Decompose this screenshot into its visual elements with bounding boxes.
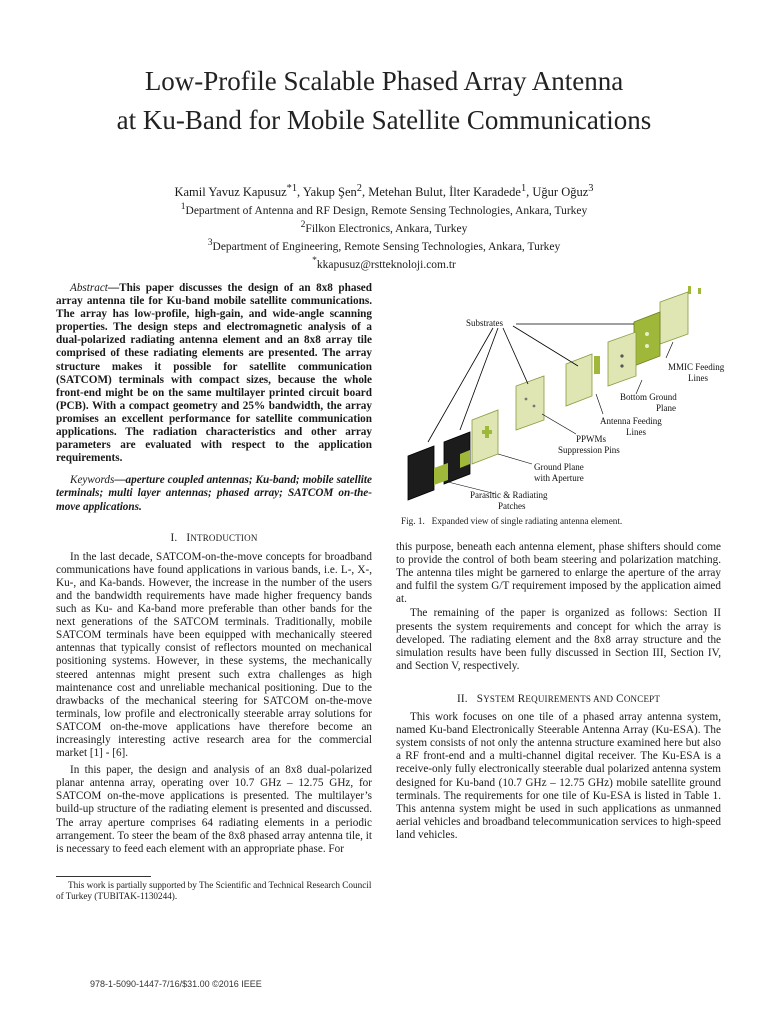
affiliation-2-text: Filkon Electronics, Ankara, Turkey	[305, 222, 468, 235]
affiliation-3	[0, 236, 768, 254]
label-ppwm-1: PPWMs	[576, 434, 607, 444]
email-text: kkapusuz@rstteknoloji.com.tr	[316, 258, 456, 271]
label-mmic-2: Lines	[688, 373, 708, 383]
label-gp-2: with Aperture	[534, 473, 584, 483]
via-hole	[645, 344, 649, 348]
author-5: Uğur Oğuz	[532, 185, 589, 200]
layer-feeding-lines	[566, 354, 592, 406]
section-2-c-rest: ONCEPT	[623, 693, 661, 704]
section-1-title-rest: NTRODUCTION	[190, 532, 258, 543]
section-1-title-first: I	[186, 531, 191, 544]
section-1-para-2: In this paper, the design and analysis of an 8x8 dual-polarized planar antenna array, operating over 10.7 GHz – 12.75 GHz, for SATCOM on-the-move applications is presented. The multilayer’s build-up structure of the radiating element is presented and discussed. The array aperture comprises 64 radiating elements in a periodic arrangement. To steer the beam of the 8x8 phased array antenna tile, it is necessary to feed each element with an appropriate phase. For	[56, 764, 372, 855]
title-line-1: Low-Profile Scalable Phased Array Antenna	[144, 66, 624, 96]
section-1-para-organization: The remaining of the paper is organized as follows: Section II presents the system requirements and concept for which the array is developed. The radiating element and the 8x8 array structure and the simulation results have been fully discussed in Section III, Section IV, and Section V, respectively.	[396, 607, 721, 672]
affiliation-3-text: Department of Engineering, Remote Sensing Technologies, Ankara, Turkey	[212, 240, 561, 253]
arrow-line	[513, 326, 578, 366]
abstract	[56, 282, 372, 465]
author-list: Kamil Yavuz Kapusuz$^{*1}$, Yakup Şen$^2$, Metehan Bulut, İlter Karadede$^1$, Uğur Oğuz$^3$	[174, 183, 594, 200]
keywords-text: aperture coupled antennas; Ku-band; mobile satellite terminals; multi layer antennas; phased array; SATCOM on-the-move applications.	[56, 474, 372, 513]
author-1: Kamil Yavuz Kapusuz	[174, 185, 287, 200]
callout-line	[542, 414, 576, 434]
section-2-s-rest: YSTEM	[483, 693, 515, 704]
author-4: İlter Karadede	[449, 185, 521, 200]
abstract-dash: —	[107, 282, 120, 294]
layer-bottom-ground	[634, 312, 660, 366]
label-afl-2: Lines	[626, 427, 646, 437]
affiliation-2-sup: 2	[300, 219, 306, 231]
section-2-c-first: C	[616, 692, 624, 705]
section-2-r-rest: EQUIREMENTS AND	[525, 693, 614, 704]
label-bottom-2: Plane	[656, 403, 676, 413]
callout-line	[666, 342, 673, 358]
author-4-sup: 1	[520, 183, 527, 194]
layer-substrate-black-2	[408, 446, 434, 500]
figure-caption-text: Expanded view of single radiating antenna element.	[431, 516, 623, 526]
pin	[533, 405, 536, 408]
label-afl-1: Antenna Feeding	[600, 416, 662, 426]
author-2: Yakup Şen	[302, 185, 357, 200]
figure-caption	[401, 516, 731, 526]
section-2-r-first: R	[517, 692, 526, 705]
section-1-heading	[56, 532, 372, 545]
callout-line	[596, 394, 603, 414]
callout-line	[498, 454, 532, 464]
layer-mmic	[660, 292, 688, 344]
via-hole	[620, 354, 623, 357]
footnote	[56, 880, 376, 902]
left-column	[56, 282, 372, 856]
top-pin-piece	[688, 286, 691, 294]
author-5-sup: 3	[588, 183, 594, 194]
abstract-text: This paper discusses the design of an 8x8 phased array antenna tile for Ku-band mobile satellite communications. The array has low-profile, high-gain, and wide-angle scanning properties. The design steps and electromagnetic analysis of a dual-polarized radiating antenna element and an 8x8 array tile comprised of these radiating elements are presented. The array structure makes it possible for satellite communication (SATCOM) terminals with compact sizes, because the whole front-end might be on the same multilayer printed circuit board (PCB). With a compact geometry and 25% bandwidth, the array promises an excellent performance for satellite communication applications. The radiation characteristics and other array parameters are evaluated with respect to the application requirements.	[56, 282, 372, 465]
section-2-heading	[396, 693, 721, 706]
affiliation-1-sup: 1	[180, 201, 186, 212]
section-1-para-1: In the last decade, SATCOM-on-the-move concepts for broadband communications have found applications in various bands, i.e. L-, X-, Ku-, and Ka-bands. However, the increase in the number of the users and the bandwidth requirements have made higher frequency bands such as Ku- and Ka-band more preferable than other bands for the next generations of the SATCOM terminals. Traditionally, mobile SATCOM terminals have been equipped with mechanically steered antennas that typically consist of reflectors mounted on mechanical positioning systems. However, in these systems, the mechanically steered antennas might present such extra challenges as high maintenance cost and unreliable mechanical positioning. Due to the drawbacks of the mechanical steering for SATCOM on-the-move terminals, low profile and electronically steerable array solutions for SATCOM on-the-move applications have therefore become an increasingly interesting active research area for the commercial market [1] - [6].	[56, 550, 372, 760]
right-column	[396, 541, 721, 842]
keywords-label: Keywords	[70, 474, 115, 487]
paper-title	[0, 62, 768, 140]
affiliation-3-sup: 3	[207, 237, 213, 249]
label-bottom-1: Bottom Ground	[620, 392, 677, 402]
isbn-footer: 978-1-5090-1447-7/16/$31.00 ©2016 IEEE	[90, 979, 262, 989]
footnote-text: This work is partially supported by The Scientific and Technical Research Council of Turkey (TUBITAK-1130244).	[56, 880, 372, 901]
email-sup: *	[312, 255, 317, 267]
via-hole	[645, 332, 649, 336]
pin	[525, 398, 528, 401]
author-2-sup: 2	[356, 183, 362, 194]
label-substrates: Substrates	[466, 318, 503, 328]
author-1-sup: *1	[286, 183, 298, 194]
label-mmic-1: MMIC Feeding	[668, 362, 725, 372]
layer-ppwm	[516, 376, 544, 430]
title-line-2: at Ku-Band for Mobile Satellite Communications	[116, 105, 652, 135]
label-gp-1: Ground Plane	[534, 462, 584, 472]
abstract-label: Abstract	[70, 282, 108, 294]
section-1-number: I.	[170, 531, 178, 544]
layer-substrate-3	[608, 332, 636, 386]
top-pin-piece-2	[698, 288, 701, 294]
section-1-para-cont: this purpose, beneath each antenna element, phase shifters should come to provide the control of both beam steering and polarization matching. The antenna tiles might be garnered to enlarge the aperture of the array and fulfil the system G/T requirement imposed by the application aimed at.	[396, 541, 721, 606]
label-par-1: Parasitic & Radiating	[470, 490, 548, 500]
section-2-number: II.	[456, 692, 468, 705]
aperture-slot	[485, 426, 489, 438]
section-2-s-first: S	[476, 692, 484, 705]
affiliations	[0, 200, 768, 272]
affiliation-2	[0, 218, 768, 236]
keywords	[56, 474, 372, 513]
affiliation-1-text: Department of Antenna and RF Design, Remote Sensing Technologies, Ankara, Turkey	[185, 204, 588, 217]
via-hole	[620, 364, 623, 367]
feeding-line-piece	[594, 356, 600, 374]
author-3: Metehan Bulut	[368, 185, 443, 200]
footnote-rule	[56, 876, 151, 877]
label-ppwm-2: Suppression Pins	[558, 445, 620, 455]
affiliation-1	[0, 200, 768, 218]
section-2-para: This work focuses on one tile of a phased array antenna system, named Ku-band Electronically Steerable Antenna Array (Ku-ESA). The system consists of not only the antenna structure examined here but also a RF front-end and a multi-channel digital receiver. The Ku-ESA is a receive-only fully electronically steerable dual polarized antenna system designed for Ku-band (10.7 GHz – 12.75 GHz) mobile satellite ground terminals. The requirements for one tile of Ku-ESA is listed in Table 1. This antenna system might be used in such applications as unmanned aerial vehicles and broadband telecommunication services to high-speed land vehicles.	[396, 711, 721, 841]
keywords-dash: —	[114, 474, 126, 487]
figure-caption-label: Fig. 1.	[401, 516, 425, 526]
arrow-line	[503, 328, 528, 384]
author-email	[0, 254, 768, 272]
figure-1	[398, 284, 738, 514]
label-par-2: Patches	[498, 501, 526, 511]
